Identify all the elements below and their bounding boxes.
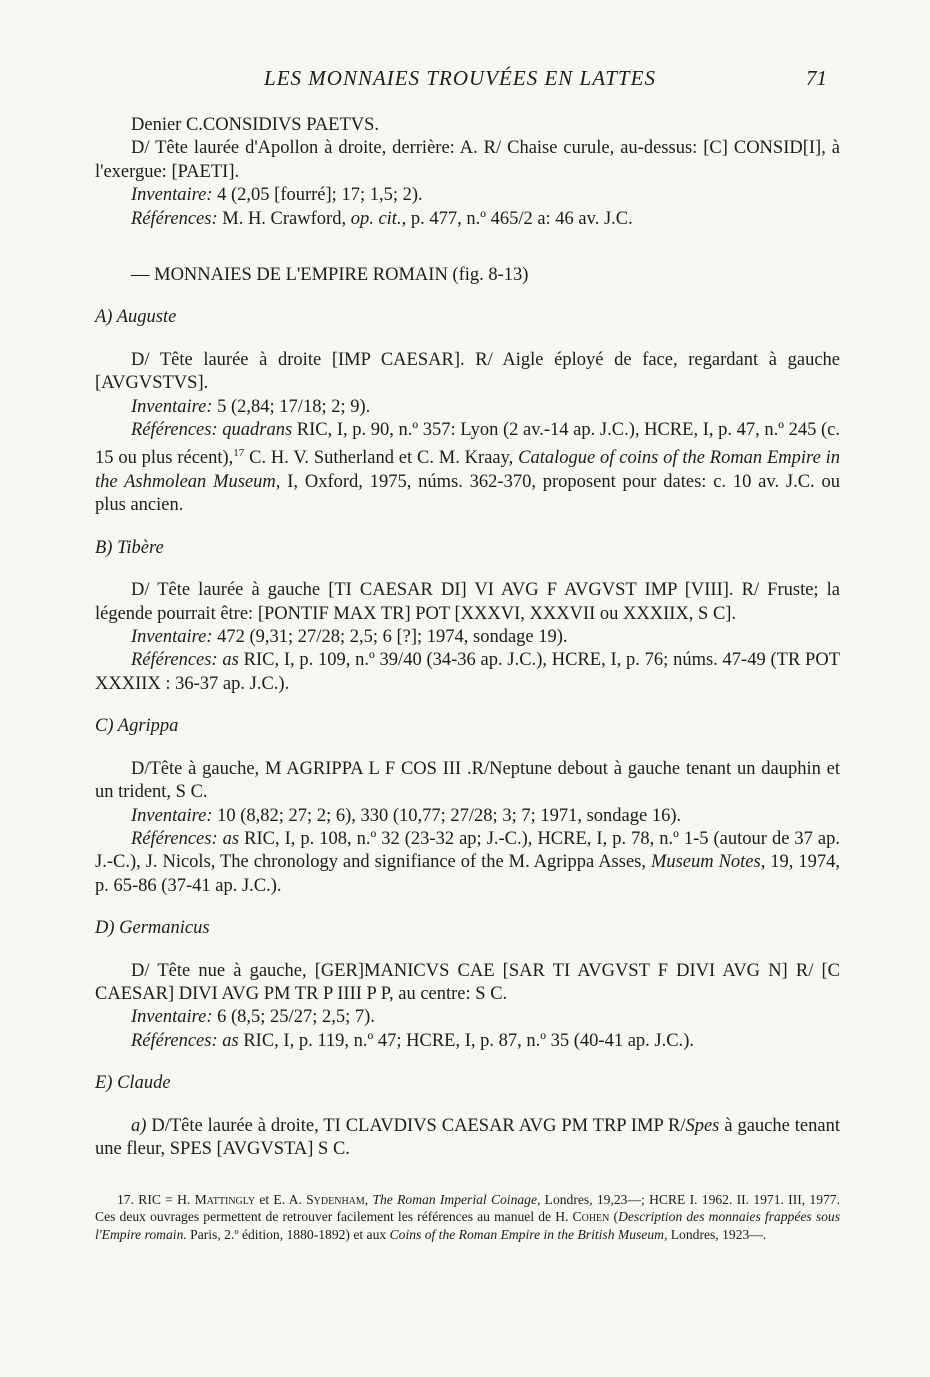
auguste-references: Références: quadrans RIC, I, p. 90, n.º 357: Lyon (2 av.-14 ap. J.C.), HCRE, I, p. 47, n.º 245 (c. 15 ou plus récent),$^{17}$ C. H. V. Sutherland et C. M. Kraay, Catalogue of coins of the Roman Empire in the Ashmolean Museum, I, Oxford, 1975, núms. 362-370, proposent pour dates: c. 10 av. J.C. ou plus ancien. — [95, 420, 841, 516]
footnote-17: 17. RIC = H. Mattingly et E. A. Sydenham, The Roman Imperial Coinage, Londres, 19,23—; HCRE I. 1962. II. 1971. III, 1977. Ces deux ouvrages permettent de retrouver facilement les références au manuel de H. Cohen (Description des monnaies frappées sous l'Empire romain. Paris, 2.º édition, 1880-1892) et aux Coins of the Roman Empire in the British Museum, Londres, 1923—. — [95, 1192, 840, 1242]
claude-description: a) D/Tête laurée à droite, TI CLAVDIVS CAESAR AVG PM TRP IMP R/Spes à gauche tenant une fleur, SPES [AVGVSTA] S C. — [95, 1115, 840, 1159]
main-text — [95, 114, 840, 1161]
section-heading-agrippa: C) Agrippa — [95, 716, 179, 737]
agrippa-inventory: Inventaire: 10 (8,82; 27; 2; 6), 330 (10,77; 27/28; 3; 7; 1971, sondage 16). — [131, 805, 682, 826]
denier-description: D/ Tête laurée d'Apollon à droite, derrière: A. R/ Chaise curule, au-dessus: [C] CONSID[I], à l'exergue: [PAETI]. — [95, 138, 840, 182]
section-heading-auguste: A) Auguste — [95, 307, 177, 328]
auguste-inventory: Inventaire: 5 (2,84; 17/18; 2; 9). — [131, 396, 371, 417]
germanicus-description: D/ Tête nue à gauche, [GER]MANICVS CAE [SAR TI AVGVST F DIVI AVG N] R/ [C CAESAR] DIVI AVG PM TR P IIII P P, au centre: S C. — [95, 960, 840, 1004]
tibere-description: D/ Tête laurée à gauche [TI CAESAR DI] VI AVG F AVGVST IMP [VIII]. R/ Fruste; la légende pourrait être: [PONTIF MAX TR] POT [XXXVI, XXXVII ou XXXIIX, S C]. — [95, 580, 840, 624]
page-number: 71 — [806, 66, 827, 90]
germanicus-references: Références: as RIC, I, p. 119, n.º 47; HCRE, I, p. 87, n.º 35 (40-41 ap. J.C.). — [131, 1030, 694, 1051]
section-heading-claude: E) Claude — [95, 1073, 171, 1094]
footnote-marker: 17 — [233, 447, 245, 460]
inventory-label: Inventaire: — [131, 185, 213, 206]
running-title: LES MONNAIES TROUVÉES EN LATTES — [264, 66, 656, 90]
references-label: Références: — [131, 208, 218, 229]
section-heading-germanicus: D) Germanicus — [95, 918, 210, 939]
footnotes — [95, 1191, 840, 1243]
agrippa-references: Références: as RIC, I, p. 108, n.º 32 (23-32 ap; J.-C.), HCRE, I, p. 78, n.º 1-5 (autour de 37 ap. J.-C.), J. Nicols, The chronology and signifiance of the M. Agrippa Asses, Museum Notes, 19, 1974, p. 65-86 (37-41 ap. J.C.). — [95, 828, 841, 896]
denier-inventory — [95, 184, 840, 207]
empire-heading: — MONNAIES DE L'EMPIRE ROMAIN (fig. 8-13) — [131, 265, 529, 286]
inventory-text: 4 (2,05 [fourré]; 17; 1,5; 2). — [212, 185, 423, 206]
denier-title: Denier C.CONSIDIVS PAETVS. — [131, 115, 380, 135]
agrippa-description: D/Tête à gauche, M AGRIPPA L F COS III .R/Neptune debout à gauche tenant un dauphin et un trident, S C. — [95, 758, 840, 803]
germanicus-inventory: Inventaire: 6 (8,5; 25/27; 2,5; 7). — [131, 1007, 375, 1028]
auguste-description: D/ Tête laurée à droite [IMP CAESAR]. R/ Aigle éployé de face, regardant à gauche [AVGVSTVS]. — [95, 349, 840, 394]
tibere-references: Références: as RIC, I, p. 109, n.º 39/40 (34-36 ap. J.C.), HCRE, I, p. 76; núms. 47-49 (TR POT XXXIIX : 36-37 ap. J.C.). — [95, 650, 840, 694]
tibere-inventory: Inventaire: 472 (9,31; 27/28; 2,5; 6 [?]; 1974, sondage 19). — [131, 627, 568, 648]
denier-references: Références: M. H. Crawford, op. cit., p. 477, n.º 465/2 a: 46 av. J.C. — [131, 208, 633, 229]
section-heading-tibere: B) Tibère — [95, 537, 164, 558]
